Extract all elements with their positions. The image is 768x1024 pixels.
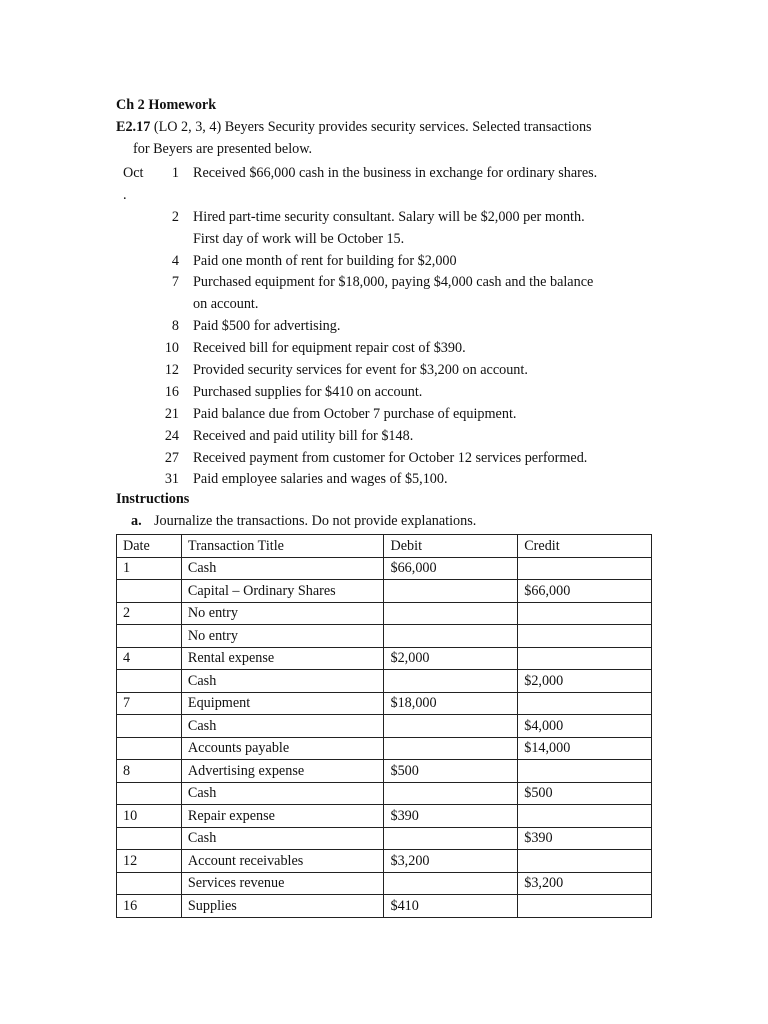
cell-credit: $500 xyxy=(518,782,652,805)
transaction-day: 10 xyxy=(164,340,179,357)
table-row xyxy=(117,895,652,918)
cell-debit: $410 xyxy=(384,895,518,918)
transaction-row xyxy=(0,207,768,229)
exercise-intro xyxy=(116,119,592,136)
cell-title: Rental expense xyxy=(181,647,384,670)
table-row xyxy=(117,580,652,603)
table-row xyxy=(117,827,652,850)
cell-credit xyxy=(518,895,652,918)
cell-credit xyxy=(518,602,652,625)
transaction-day: 1 xyxy=(171,165,179,181)
header-credit: Credit xyxy=(518,535,652,558)
transaction-row xyxy=(0,448,768,470)
table-row xyxy=(117,850,652,873)
transaction-day: 8 xyxy=(171,318,179,335)
transaction-text: Paid balance due from October 7 purchase of equipment. xyxy=(193,405,517,422)
cell-title: Account receivables xyxy=(181,850,384,873)
cell-date: 4 xyxy=(117,647,182,670)
cell-title: Supplies xyxy=(181,895,384,918)
transaction-day: 31 xyxy=(164,471,179,488)
transaction-row xyxy=(0,272,768,294)
transaction-text: Paid one month of rent for building for $2,000 xyxy=(193,252,457,269)
cell-credit: $14,000 xyxy=(518,737,652,760)
transaction-row xyxy=(0,469,768,491)
table-row xyxy=(117,715,652,738)
transaction-row xyxy=(0,338,768,360)
table-row xyxy=(117,737,652,760)
transaction-row xyxy=(0,426,768,448)
transaction-day: 24 xyxy=(164,427,179,444)
cell-title: Cash xyxy=(181,715,384,738)
cell-title: Accounts payable xyxy=(181,737,384,760)
cell-title: Cash xyxy=(181,827,384,850)
cell-date: 16 xyxy=(117,895,182,918)
transaction-row xyxy=(0,360,768,382)
transaction-row xyxy=(0,404,768,426)
table-header-row xyxy=(117,535,652,558)
transaction-text: First day of work will be October 15. xyxy=(193,230,405,247)
transaction-day: 4 xyxy=(171,252,179,269)
cell-debit xyxy=(384,580,518,603)
cell-date xyxy=(117,715,182,738)
cell-title: Services revenue xyxy=(181,872,384,895)
cell-debit: $3,200 xyxy=(384,850,518,873)
transaction-text: on account. xyxy=(193,296,259,313)
table-row xyxy=(117,647,652,670)
cell-date: 8 xyxy=(117,760,182,783)
exercise-intro-text: (LO 2, 3, 4) Beyers Security provides security services. Selected transactions xyxy=(150,119,592,135)
transaction-text: Received payment from customer for October 12 services performed. xyxy=(193,449,588,466)
journal-table xyxy=(116,534,652,918)
transaction-text: Purchased supplies for $410 on account. xyxy=(193,383,423,400)
transaction-month: Oct xyxy=(123,165,144,181)
cell-debit xyxy=(384,782,518,805)
table-row xyxy=(117,625,652,648)
cell-title: Cash xyxy=(181,782,384,805)
exercise-intro-continued: for Beyers are presented below. xyxy=(133,141,313,157)
transaction-text: Received bill for equipment repair cost of $390. xyxy=(193,340,466,357)
cell-title: Cash xyxy=(181,670,384,693)
transaction-day: 7 xyxy=(171,274,179,291)
cell-debit: $2,000 xyxy=(384,647,518,670)
page-title: Ch 2 Homework xyxy=(116,97,217,113)
transaction-row xyxy=(0,251,768,273)
cell-debit: $500 xyxy=(384,760,518,783)
table-row xyxy=(117,692,652,715)
instruction-item-a xyxy=(131,513,476,530)
cell-credit: $390 xyxy=(518,827,652,850)
transaction-day: 2 xyxy=(171,208,179,225)
cell-date: 2 xyxy=(117,602,182,625)
transaction-day: 16 xyxy=(164,383,179,400)
transaction-text: Provided security services for event for $3,200 on account. xyxy=(193,362,528,379)
cell-date xyxy=(117,580,182,603)
cell-debit xyxy=(384,625,518,648)
transaction-text: Received $66,000 cash in the business in exchange for ordinary shares. xyxy=(193,165,598,181)
transaction-list xyxy=(0,163,768,491)
transaction-text: Received and paid utility bill for $148. xyxy=(193,427,414,444)
cell-credit: $4,000 xyxy=(518,715,652,738)
cell-date xyxy=(117,872,182,895)
cell-debit xyxy=(384,827,518,850)
cell-title: Equipment xyxy=(181,692,384,715)
cell-date xyxy=(117,782,182,805)
transaction-text: Paid employee salaries and wages of $5,100. xyxy=(193,471,448,488)
cell-credit: $3,200 xyxy=(518,872,652,895)
cell-date xyxy=(117,827,182,850)
cell-credit: $2,000 xyxy=(518,670,652,693)
transaction-row xyxy=(0,229,768,251)
cell-title: No entry xyxy=(181,625,384,648)
cell-date xyxy=(117,737,182,760)
table-row xyxy=(117,805,652,828)
cell-title: Advertising expense xyxy=(181,760,384,783)
transaction-text: Hired part-time security consultant. Salary will be $2,000 per month. xyxy=(193,208,585,225)
instruction-label: a. xyxy=(131,513,142,529)
cell-credit: $66,000 xyxy=(518,580,652,603)
cell-debit xyxy=(384,872,518,895)
instructions-heading: Instructions xyxy=(116,491,190,507)
cell-credit xyxy=(518,647,652,670)
table-row xyxy=(117,557,652,580)
table-row xyxy=(117,782,652,805)
transaction-row xyxy=(0,294,768,316)
instruction-text: Journalize the transactions. Do not provide explanations. xyxy=(154,513,477,529)
transaction-day: 27 xyxy=(164,449,179,466)
cell-debit: $390 xyxy=(384,805,518,828)
transaction-day: 21 xyxy=(164,405,179,422)
cell-credit xyxy=(518,625,652,648)
stray-mark: . xyxy=(123,186,127,203)
cell-debit: $66,000 xyxy=(384,557,518,580)
cell-title: No entry xyxy=(181,602,384,625)
table-row xyxy=(117,602,652,625)
cell-credit xyxy=(518,850,652,873)
cell-credit xyxy=(518,805,652,828)
table-row xyxy=(117,670,652,693)
header-date: Date xyxy=(117,535,182,558)
cell-debit xyxy=(384,602,518,625)
cell-credit xyxy=(518,557,652,580)
header-transaction-title: Transaction Title xyxy=(181,535,384,558)
cell-debit: $18,000 xyxy=(384,692,518,715)
transaction-row xyxy=(0,163,768,185)
cell-date: 10 xyxy=(117,805,182,828)
cell-debit xyxy=(384,715,518,738)
transaction-text: Purchased equipment for $18,000, paying $4,000 cash and the balance xyxy=(193,274,594,291)
transaction-row xyxy=(0,382,768,404)
cell-credit xyxy=(518,760,652,783)
cell-debit xyxy=(384,670,518,693)
transaction-day: 12 xyxy=(164,362,179,379)
cell-title: Repair expense xyxy=(181,805,384,828)
cell-date xyxy=(117,670,182,693)
cell-date: 7 xyxy=(117,692,182,715)
cell-title: Cash xyxy=(181,557,384,580)
exercise-id: E2.17 xyxy=(116,119,151,135)
cell-title: Capital – Ordinary Shares xyxy=(181,580,384,603)
header-debit: Debit xyxy=(384,535,518,558)
table-row xyxy=(117,760,652,783)
table-row xyxy=(117,872,652,895)
transaction-spacer xyxy=(0,185,768,207)
cell-date: 1 xyxy=(117,557,182,580)
cell-credit xyxy=(518,692,652,715)
transaction-row xyxy=(0,316,768,338)
cell-date: 12 xyxy=(117,850,182,873)
cell-debit xyxy=(384,737,518,760)
cell-date xyxy=(117,625,182,648)
transaction-text: Paid $500 for advertising. xyxy=(193,318,341,335)
